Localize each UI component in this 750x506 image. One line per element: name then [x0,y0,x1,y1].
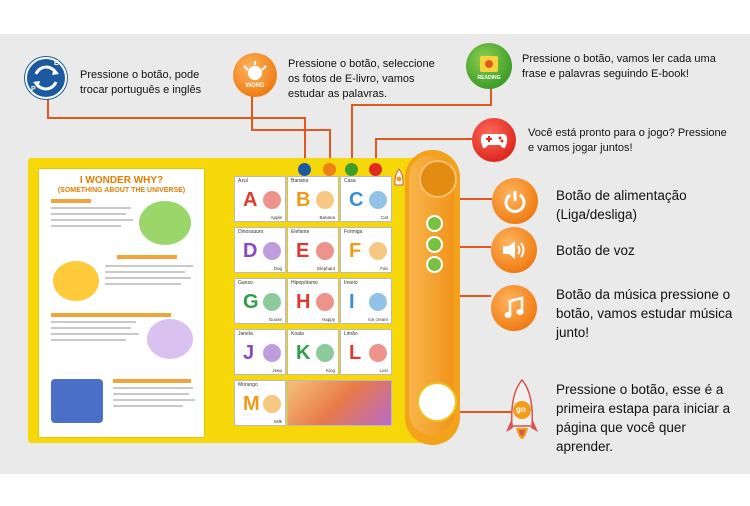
text-line [113,399,195,401]
cell-caption: Happy [321,317,335,322]
cell-picture [316,242,334,260]
sun-illustration [53,261,99,301]
cell-letter: G [243,291,259,313]
cell-caption: Dog [273,266,282,271]
language-button[interactable] [298,163,311,176]
cell-letter: B [296,189,311,211]
section-heading [51,199,91,203]
cell-word: Elefante [291,229,310,235]
cell-word: Formiga [344,229,363,235]
rocket-go-icon[interactable] [504,378,540,452]
go-callout-text: Pressione o botão, esse é a primeira estapa para iniciar a página que você quer aprender. [556,382,731,454]
reading-label: READING [477,75,501,81]
music-callout-text: Botão da música pressione o botão, vamos estudar música junto! [556,287,733,340]
language-p-label: P [31,86,36,93]
text-line [51,321,136,323]
cell-word: Ganso [238,280,253,286]
cell-word: Koala [291,331,304,337]
music-note-icon[interactable] [491,285,537,331]
cell-picture [263,344,281,362]
word-label: WORD [245,83,265,89]
letter-cell-h[interactable] [287,278,339,324]
cell-letter: L [349,342,362,364]
section-heading [113,379,191,383]
cell-caption: Ice cream [368,317,388,322]
music-band-illustration[interactable] [287,380,392,426]
text-line [51,207,131,209]
cell-caption: Jeep [272,368,282,373]
cell-word: Janela [238,331,253,337]
cell-letter: E [296,240,310,262]
cell-letter: M [243,393,260,415]
text-line [113,387,193,389]
letter-cell-c[interactable] [340,176,392,222]
reading-icon[interactable] [466,43,512,89]
text-line [105,283,181,285]
cell-letter: H [296,291,311,313]
cell-letter: J [243,342,255,364]
power-callout-text: Botão de alimentação (Liga/desliga) [556,188,687,222]
letter-cell-e[interactable] [287,227,339,273]
letter-cell-d[interactable] [234,227,286,273]
cell-letter: D [243,240,258,262]
cell-letter: F [349,240,362,262]
cell-caption: Apple [270,215,282,220]
cell-letter: A [243,189,258,211]
cell-picture [316,293,334,311]
cell-word: Morango [238,382,258,388]
letter-cell-k[interactable] [287,329,339,375]
gamepad-icon[interactable] [472,118,516,162]
text-line [105,271,185,273]
cell-letter: I [349,291,355,313]
cell-letter: C [349,189,364,211]
letter-cell-a[interactable] [234,176,286,222]
cell-word: Azul [238,178,248,184]
earth-illustration [139,201,191,245]
space-illustration [51,379,103,423]
cell-picture [369,191,387,209]
go-button-icon[interactable] [392,168,406,192]
language-switch-icon[interactable] [24,56,68,100]
abc-logo [417,382,457,422]
cell-word: Dinossauro [238,229,264,235]
language-e-label: E [54,60,59,67]
cell-picture [369,344,387,362]
left-page-subtitle: (SOMETHING ABOUT THE UNIVERSE) [57,187,186,194]
cell-caption: Lion [379,368,388,373]
word-icon[interactable] [233,53,277,97]
section-heading [117,255,177,259]
cell-caption: Fan [380,266,388,271]
alphabet-grid [234,176,392,434]
cell-picture [369,242,387,260]
voice-button[interactable] [426,236,443,253]
text-line [51,339,126,341]
left-page-title: I WONDER WHY? [79,175,164,186]
letter-cell-m[interactable] [234,380,286,426]
text-line [105,265,193,267]
cell-caption: King [325,368,335,373]
letter-cell-f[interactable] [340,227,392,273]
cell-picture [369,293,387,311]
astronaut-illustration [147,319,193,359]
reading-callout-text: Pressione o botão, vamos ler cada uma frase e palavras seguindo E-book! [522,53,716,80]
cell-caption: Banana [319,215,335,220]
cell-word: Limão [344,331,358,337]
language-callout-text: Pressione o botão, pode trocar português e inglês [80,69,202,96]
letter-cell-l[interactable] [340,329,392,375]
cell-picture [263,242,281,260]
music-button[interactable] [426,256,443,273]
text-line [113,393,189,395]
cell-picture [263,395,281,413]
cell-caption: Goose [268,317,282,322]
text-line [105,277,191,279]
cell-letter: K [296,342,311,364]
cell-caption: Milk [274,419,282,424]
section-heading [51,313,171,317]
power-button[interactable] [426,215,443,232]
left-page [38,168,205,438]
word-callout-text: Pressione o botão, seleccione os fotos de E-livro, vamos estudar as palavras. [288,58,435,100]
power-icon[interactable] [492,178,538,224]
word-button[interactable] [323,163,336,176]
game-button[interactable] [369,163,382,176]
go-label: go [516,405,526,414]
text-line [51,333,139,335]
cell-word: Casa [344,178,356,184]
text-line [51,327,131,329]
text-line [51,225,121,227]
cell-caption: Elephant [317,266,335,271]
reading-button[interactable] [345,163,358,176]
letter-cell-j[interactable] [234,329,286,375]
cell-word: Inseto [344,280,358,286]
speaker-grille [419,160,457,198]
cell-picture [316,191,334,209]
letter-cell-i[interactable] [340,278,392,324]
cell-word: Banana [291,178,309,184]
cell-word: Hipopótamo [291,280,318,286]
letter-cell-g[interactable] [234,278,286,324]
cell-caption: Cat [380,215,388,220]
text-line [51,219,133,221]
cell-picture [316,344,334,362]
speaker-icon[interactable] [491,227,537,273]
cell-picture [263,191,281,209]
game-callout-text: Você está pronto para o jogo? Pressione e vamos jogar juntos! [528,127,727,154]
text-line [51,213,126,215]
voice-callout-text: Botão de voz [556,243,635,258]
letter-cell-b[interactable] [287,176,339,222]
text-line [113,405,183,407]
cell-picture [263,293,281,311]
